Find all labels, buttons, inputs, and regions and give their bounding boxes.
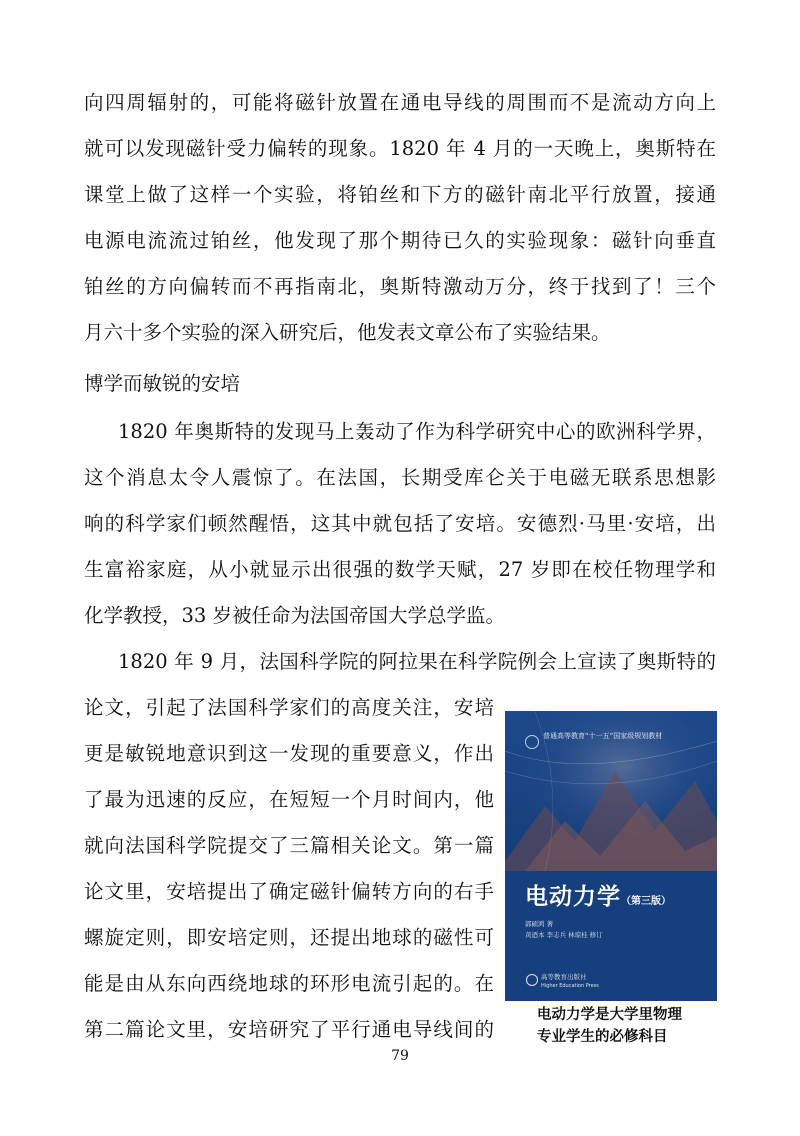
circle-emblem-icon [525, 735, 539, 749]
page-number: 79 [391, 1048, 409, 1064]
section-heading: 博学而敏锐的安培 [84, 372, 241, 395]
cover-publisher [541, 973, 599, 991]
text-line: 这个消息太令人震惊了。在法国，长期受库仑关于电磁无联系思想影 [84, 466, 716, 489]
text-line: 月六十多个实验的深入研究后，他发表文章公布了实验结果。 [84, 321, 611, 344]
cover-title-text: 电动力学 [525, 884, 621, 910]
cover-title [525, 878, 671, 911]
text-line: 就可以发现磁针受力偏转的现象。1820 年 4 月的一天晚上，奥斯特在 [84, 137, 716, 160]
publisher-name-cn: 高等教育出版社 [541, 973, 587, 981]
cover-edition: （第三版） [621, 896, 671, 907]
text-line: 1820 年奥斯特的发现马上轰动了作为科学研究中心的欧洲科学界， [118, 420, 716, 443]
text-line: 课堂上做了这样一个实验，将铂丝和下方的磁针南北平行放置，接通 [84, 183, 716, 206]
cover-authors [525, 919, 603, 941]
text-line: 向四周辐射的，可能将磁针放置在通电导线的周围而不是流动方向上 [84, 91, 716, 114]
text-line: 更是敏锐地意识到这一发现的重要意义，作出 [84, 742, 494, 765]
cover-author-line: 郭硕鸿 著 [525, 920, 554, 928]
cover-reviser-line: 黄迺本 李志兵 林琼桂 修订 [525, 931, 603, 939]
cover-artwork [505, 711, 717, 1001]
text-line: 电源电流流过铂丝，他发现了那个期待已久的实验现象：磁针向垂直 [84, 229, 716, 252]
text-line: 化学教授，33 岁被任命为法国帝国大学总学监。 [84, 604, 506, 627]
text-line: 第二篇论文里，安培研究了平行通电导线间的 [84, 1018, 494, 1041]
text-line: 生富裕家庭，从小就显示出很强的数学天赋，27 岁即在校任物理学和 [84, 558, 716, 581]
text-line: 1820 年 9 月，法国科学院的阿拉果在科学院例会上宣读了奥斯特的 [118, 650, 716, 673]
cover-series-text: 普通高等教育“十一五”国家级规划教材 [543, 732, 663, 740]
publisher-logo-icon [526, 974, 538, 986]
text-line: 响的科学家们顿然醒悟，这其中就包括了安培。安德烈·马里·安培，出 [84, 512, 716, 535]
publisher-name-en: Higher Education Press [541, 983, 599, 989]
text-line: 了最为迅速的反应，在短短一个月时间内，他 [84, 788, 494, 811]
figure-caption-line: 电动力学是大学里物理 [537, 1007, 682, 1023]
text-line: 论文里，安培提出了确定磁针偏转方向的右手 [84, 880, 494, 903]
book-cover-image [505, 711, 717, 1001]
text-line: 螺旋定则，即安培定则，还提出地球的磁性可 [84, 926, 494, 949]
text-line: 能是由从东向西绕地球的环形电流引起的。在 [84, 972, 494, 995]
text-line: 论文，引起了法国科学家们的高度关注，安培 [84, 696, 494, 719]
text-line: 铂丝的方向偏转而不再指南北，奥斯特激动万分，终于找到了！三个 [84, 275, 716, 298]
text-line: 就向法国科学院提交了三篇相关论文。第一篇 [84, 834, 494, 857]
figure-caption-line: 专业学生的必修科目 [537, 1029, 668, 1045]
